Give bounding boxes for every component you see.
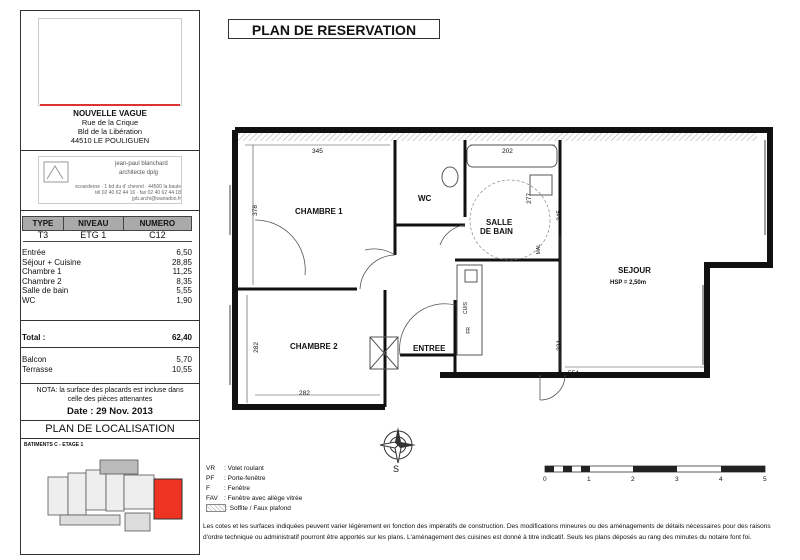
list-item: Chambre 1 11,25 bbox=[22, 267, 192, 276]
total-value: 62,40 bbox=[171, 333, 192, 342]
note-text: NOTA: la surface des placards est incluse dans celle des pièces attenantes bbox=[36, 387, 184, 403]
compass-label: S bbox=[393, 464, 400, 474]
date-text: Date : 29 Nov. 2013 bbox=[67, 406, 153, 417]
outer-walls bbox=[235, 130, 770, 407]
room-label-chambre-1: CHAMBRE 1 bbox=[295, 207, 343, 216]
kitchen-counter bbox=[457, 265, 482, 355]
total-label: Total : bbox=[22, 333, 46, 342]
divider bbox=[20, 420, 200, 421]
sink-icon bbox=[530, 175, 552, 195]
scale-tick: 5 bbox=[763, 476, 767, 483]
architect-line: jpb.archi@wanadoo.fr bbox=[132, 196, 181, 202]
scale-tick: 4 bbox=[719, 476, 723, 483]
divider bbox=[20, 210, 200, 211]
list-item: Salle de bain 5,55 bbox=[22, 286, 192, 295]
header-type: TYPE bbox=[23, 217, 64, 231]
balcony-strip bbox=[237, 133, 757, 141]
room-label-salle: SALLE bbox=[486, 218, 513, 227]
toilet-icon bbox=[442, 167, 458, 187]
architect-line: scoarderoe · 1 bd du d' chevrel · 44500 la baule bbox=[74, 184, 181, 190]
divider bbox=[20, 383, 200, 384]
footer-disclaimer: Les cotes et les surfaces indiquées peuvent varier légèrement en fonction des impératifs de construction. Des modifications mineures ou des aménagements de détails nécessaires pour des raisons d'ordre technique ou administratif pourront être apportés sur les plans. L'aménagement des cuisines est donné à titre indicatif. Seuls les plans déposés au rang des minutes du notaire font foi. bbox=[203, 523, 771, 541]
architect-name: jean-paul blanchard bbox=[115, 161, 168, 167]
localisation-map bbox=[40, 455, 190, 545]
architect-line: tél 02 40 62 44 16 · fax 02 40 62 44 18 bbox=[95, 190, 181, 196]
room-label-chambre-2: CHAMBRE 2 bbox=[290, 342, 338, 351]
divider bbox=[20, 347, 200, 348]
label-cuis: CUIS bbox=[463, 302, 469, 314]
address-line: Bld de la Libération bbox=[77, 127, 143, 136]
legend-item: PF : Porte-fenêtre bbox=[206, 475, 266, 482]
legend-item: : Soffite / Faux plafond bbox=[206, 504, 302, 514]
label-fr: FR bbox=[466, 327, 472, 334]
value-type: T3 bbox=[23, 231, 64, 242]
value-niveau: ETG 1 bbox=[63, 231, 123, 242]
dim-label: 231 bbox=[556, 340, 563, 351]
dim-label: 378 bbox=[252, 205, 259, 216]
project-name: NOUVELLE VAGUE bbox=[73, 109, 147, 118]
dim-label: 202 bbox=[502, 148, 513, 155]
page-title: PLAN DE RESERVATION bbox=[228, 19, 440, 39]
scale-tick: 1 bbox=[587, 476, 591, 483]
dim-label: 245 bbox=[556, 210, 563, 221]
label-mal: MAL bbox=[536, 244, 542, 255]
room-label-wc: WC bbox=[418, 194, 432, 203]
list-item: Terrasse 10,55 bbox=[22, 364, 192, 374]
list-item: Chambre 2 8,35 bbox=[22, 276, 192, 286]
extras-list bbox=[22, 355, 192, 374]
hsp-label: HSP = 2,50m bbox=[610, 280, 647, 286]
dim-label: 554 bbox=[568, 370, 579, 377]
list-item: Entrée 6,50 bbox=[22, 248, 192, 257]
address-line: 44510 LE POULIGUEN bbox=[70, 136, 150, 145]
list-item: WC 1,90 bbox=[22, 295, 192, 305]
divider bbox=[20, 438, 200, 439]
divider bbox=[20, 150, 200, 151]
architect-title: architecte dplg bbox=[119, 170, 159, 176]
project-logo bbox=[38, 18, 182, 106]
localisation-title: PLAN DE LOCALISATION bbox=[45, 423, 175, 435]
dim-label: 282 bbox=[253, 342, 260, 353]
soffite-swatch bbox=[206, 504, 226, 512]
total-row bbox=[22, 333, 192, 342]
room-label-sejour: SEJOUR bbox=[618, 266, 651, 275]
header-niveau: NIVEAU bbox=[63, 217, 123, 231]
scale-tick: 3 bbox=[675, 476, 679, 483]
cooktop-icon bbox=[465, 270, 477, 282]
scale-tick: 0 bbox=[543, 476, 547, 483]
list-item: Balcon 5,70 bbox=[22, 355, 192, 364]
room-label-de-bain: DE BAIN bbox=[480, 227, 513, 236]
room-label-entree: ENTREE bbox=[413, 344, 446, 353]
room-list bbox=[22, 248, 192, 305]
architect-logo-icon bbox=[43, 161, 69, 183]
scale-tick: 2 bbox=[631, 476, 635, 483]
dim-label: 345 bbox=[312, 148, 323, 155]
compass-icon bbox=[378, 425, 418, 465]
address-line: Rue de la Crique bbox=[81, 118, 139, 127]
project-address bbox=[20, 109, 200, 145]
divider bbox=[20, 320, 200, 321]
value-numero: C12 bbox=[123, 231, 191, 242]
floor-plan bbox=[225, 125, 780, 415]
logo-divider bbox=[40, 104, 180, 106]
list-item: Séjour + Cuisine 28,85 bbox=[22, 257, 192, 267]
legend-item: VR : Volet roulant bbox=[206, 465, 264, 472]
legend-item: F : Fenêtre bbox=[206, 485, 251, 492]
legend bbox=[206, 464, 302, 514]
header-numero: NUMERO bbox=[123, 217, 191, 231]
scale-bar bbox=[535, 462, 775, 492]
architect-block bbox=[38, 156, 182, 204]
dim-label: 277 bbox=[526, 193, 533, 204]
dim-label: 282 bbox=[299, 390, 310, 397]
localisation-subtitle: BATIMENTS C - ETAGE 1 bbox=[24, 442, 84, 448]
summary-table bbox=[22, 216, 192, 242]
legend-item: FAV : Fenêtre avec allège vitrée bbox=[206, 495, 303, 502]
